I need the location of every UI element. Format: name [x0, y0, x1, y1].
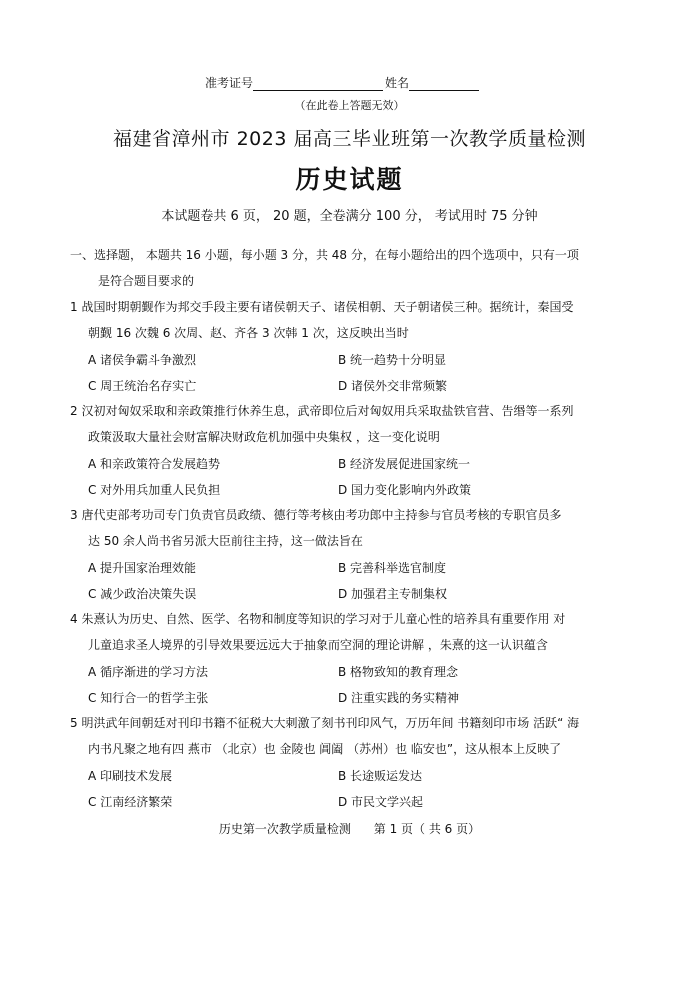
option-a: A 和亲政策符合发展趋势 [88, 457, 221, 471]
invalid-answer-note: （在此卷上答题无效） [294, 99, 405, 112]
option-d: D 国力变化影响内外政策 [338, 483, 472, 497]
ticket-number-blank [253, 78, 383, 91]
question-stem-line: 4 朱熹认为历史、自然、医学、名物和制度等知识的学习对于儿童心性的培养具有重要作用 对 [70, 612, 566, 626]
option-b: B 经济发展促进国家统一 [338, 457, 471, 471]
name-blank [409, 78, 479, 91]
option-b: B 完善科举选官制度 [338, 561, 447, 575]
subject-title: 历史试题 [295, 165, 404, 194]
option-c: C 对外用兵加重人民负担 [88, 483, 221, 497]
section-instruction-line1: 一、选择题， 本题共 16 小题，每小题 3 分，共 48 分，在每小题给出的四个选项中，只有一项 [70, 248, 579, 262]
exam-header [205, 74, 479, 91]
question-stem-line: 5 明洪武年间朝廷对刊印书籍不征税大大刺激了刻书刊印风气，万历年间 书籍刻印市场 活跃“ 海 [70, 716, 580, 730]
name-label: 姓名 [385, 76, 410, 90]
option-a: A 循序渐进的学习方法 [88, 665, 209, 679]
option-b: B 长途贩运发达 [338, 769, 423, 783]
question-stem-line: 1 战国时期朝觐作为邦交手段主要有诸侯朝天子、诸侯相朝、天子朝诸侯三种。据统计，秦国受 [70, 300, 574, 314]
question-stem-line: 内书凡聚之地有四 燕市 （北京）也 金陵也 阊阖 （苏州）也 临安也”，这从根本上反映了 [88, 742, 562, 756]
question-stem-line: 达 50 余人尚书省另派大臣前往主持，这一做法旨在 [88, 534, 363, 548]
page-footer: 历史第一次教学质量检测 第 1 页（ 共 6 页） [218, 822, 481, 836]
option-a: A 诸侯争霸斗争激烈 [88, 353, 197, 367]
option-d: D 诸侯外交非常频繁 [338, 379, 448, 393]
option-d: D 市民文学兴起 [338, 795, 424, 809]
option-c: C 周王统治名存实亡 [88, 379, 197, 393]
ticket-number-label: 准考证号 [205, 76, 254, 90]
option-a: A 提升国家治理效能 [88, 561, 197, 575]
option-d: D 加强君主专制集权 [338, 587, 448, 601]
exam-title: 福建省漳州市 2023 届高三毕业班第一次教学质量检测 [113, 128, 586, 150]
question-stem-line: 2 汉初对匈奴采取和亲政策推行休养生息，武帝即位后对匈奴用兵采取盐铁官营、告缗等一系列 [70, 404, 574, 418]
option-a: A 印刷技术发展 [88, 769, 173, 783]
option-d: D 注重实践的务实精神 [338, 691, 460, 705]
section-instruction-line2: 是符合题目要求的 [98, 274, 195, 288]
question-stem-line: 朝觐 16 次魏 6 次周、赵、齐各 3 次韩 1 次，这反映出当时 [88, 326, 409, 340]
option-c: C 知行合一的哲学主张 [88, 691, 209, 705]
question-stem-line: 儿童追求圣人境界的引导效果要远远大于抽象而空洞的理论讲解 ，朱熹的这一认识蕴含 [88, 638, 548, 652]
option-c: C 减少政治决策失误 [88, 587, 197, 601]
option-b: B 统一趋势十分明显 [338, 353, 447, 367]
option-c: C 江南经济繁荣 [88, 795, 173, 809]
exam-info: 本试题卷共 6 页， 20 题，全卷满分 100 分， 考试用时 75 分钟 [161, 209, 538, 224]
question-stem-line: 政策汲取大量社会财富解决财政危机加强中央集权 ，这一变化说明 [88, 430, 440, 444]
option-b: B 格物致知的教育理念 [338, 665, 459, 679]
question-stem-line: 3 唐代吏部考功司专门负责官员政绩、德行等考核由考功郎中主持参与官员考核的专职官员多 [70, 508, 562, 522]
